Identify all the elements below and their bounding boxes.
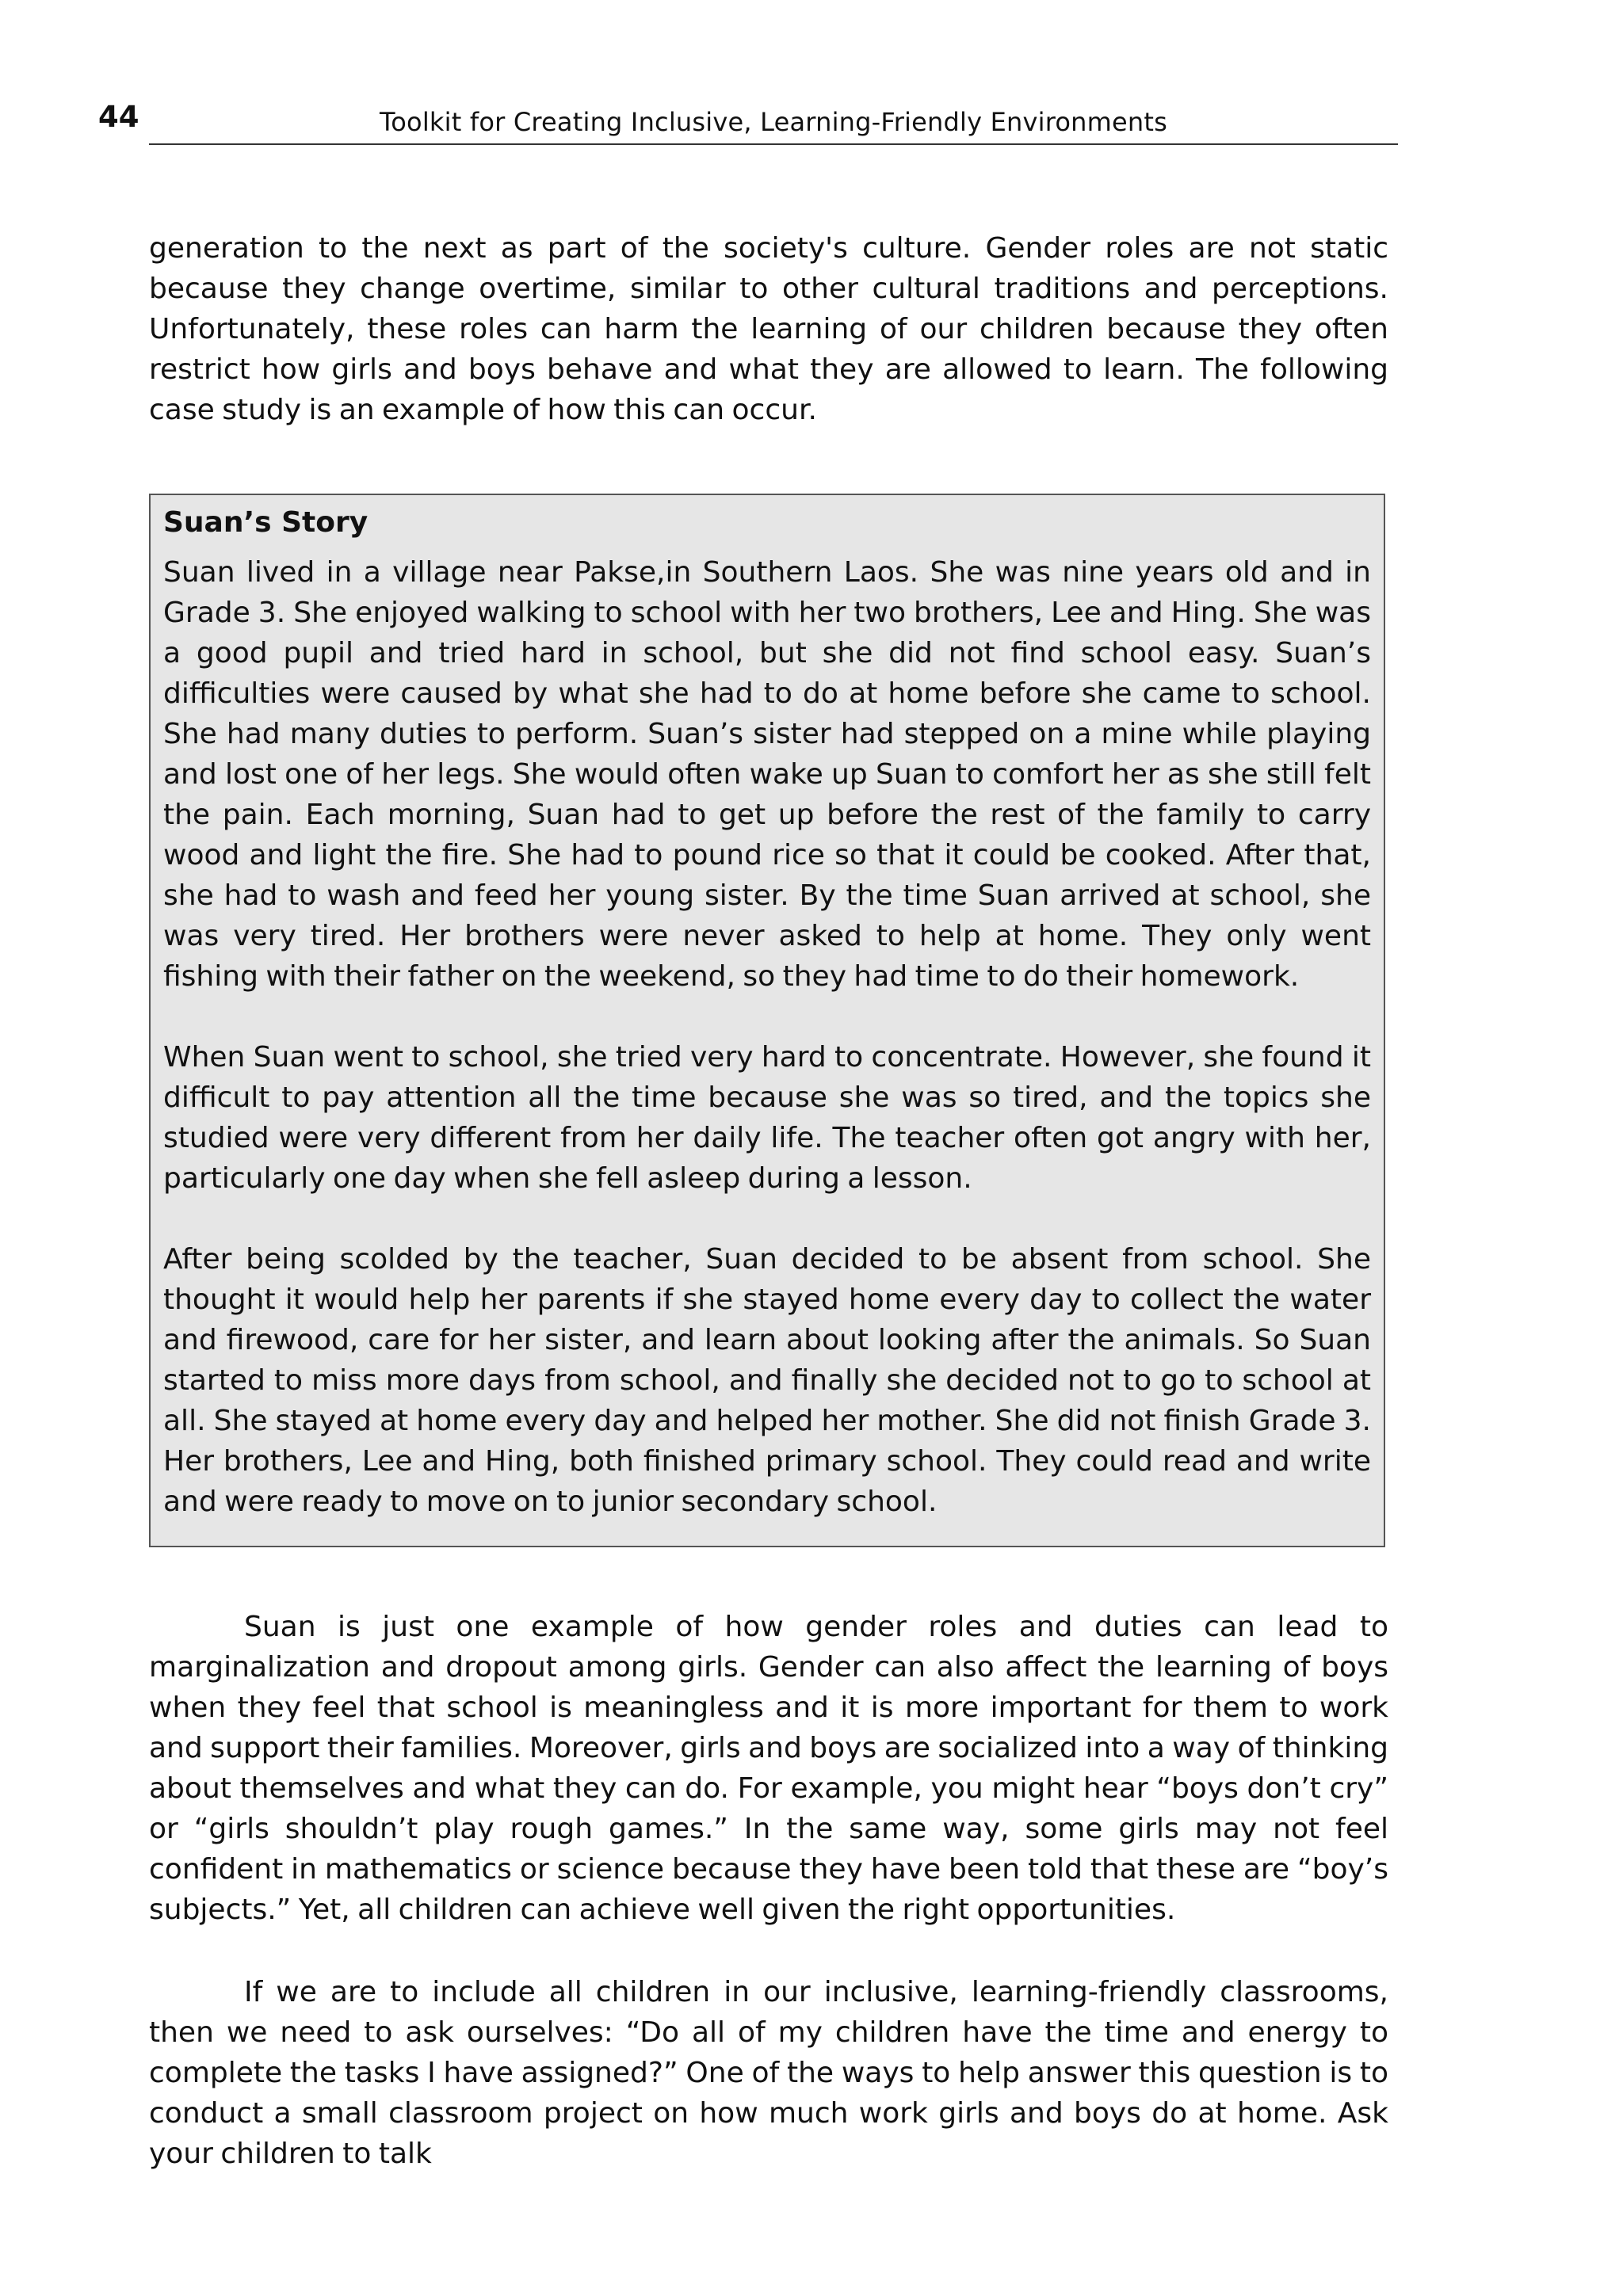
case-study-paragraph: Suan lived in a village near Pakse,in Southern Laos. She was nine years old and in Grade 3. She enjoyed walking to school with her two brothers, Lee and Hing. She was a good pupil and tried hard in school, but she did not find school easy. Suan’s difficulties were caused by what she had to do at home before she came to school. She had many duties to perform. Suan’s sister had stepped on a mine while playing and lost one of her legs. She would often wake up Suan to comfort her as she still felt the pain. Each morning, Suan had to get up before the rest of the family to carry wood and light the fire. She had to pound rice so that it could be cooked. After that, she had to wash and feed her young sister. By the time Suan arrived at school, she was very tired. Her brothers were never asked to help at home. They only went fishing with their father on the weekend, so they had time to do their homework. <box>163 556 1371 993</box>
case-study-paragraph: When Suan went to school, she tried very hard to concentrate. However, she found it difficult to pay attention all the time because she was so tired, and the topics she studied were very different from her daily life. The teacher often got angry with her, particularly one day when she fell asleep during a lesson. <box>163 1041 1371 1195</box>
case-study-title: Suan’s Story <box>163 506 369 539</box>
body-paragraph: If we are to include all children in our inclusive, learning-friendly classrooms, then we need to ask ourselves: “Do all of my children have the time and energy to complete the tasks I have assigned?” One of the ways to help answer this question is to conduct a small classroom project on how much work girls and boys do at home. Ask your children to talk <box>149 1976 1388 2170</box>
running-header-title: Toolkit for Creating Inclusive, Learning-Friendly Environments <box>379 107 1168 137</box>
body-paragraph: Suan is just one example of how gender roles and duties can lead to marginalization and dropout among girls. Gender can also affect the learning of boys when they feel that school is meaningless and it is more important for them to work and support their families. Moreover, girls and boys are socialized into a way of thinking about themselves and what they can do. For example, you might hear “boys don’t cry” or “girls shouldn’t play rough games.” In the same way, some girls may not feel confident in mathematics or science because they have been told that these are “boy’s subjects.” Yet, all children can achieve well given the right opportunities. <box>149 1611 1388 1926</box>
page-number: 44 <box>98 100 139 134</box>
case-study-paragraph: After being scolded by the teacher, Suan decided to be absent from school. She thought it would help her parents if she stayed home every day to collect the water and firewood, care for her sister, and learn about looking after the animals. So Suan started to miss more days from school, and finally she decided not to go to school at all. She stayed at home every day and helped her mother. She did not finish Grade 3. Her brothers, Lee and Hing, both finished primary school. They could read and write and were ready to move on to junior secondary school. <box>163 1243 1371 1518</box>
case-study-box <box>149 494 1385 1547</box>
header-divider <box>149 143 1398 145</box>
intro-paragraph: generation to the next as part of the society's culture. Gender roles are not static because they change overtime, similar to other cultural traditions and perceptions. Unfortunately, these roles can harm the learning of our children because they often restrict how girls and boys behave and what they are allowed to learn. The following case study is an example of how this can occur. <box>149 232 1388 426</box>
